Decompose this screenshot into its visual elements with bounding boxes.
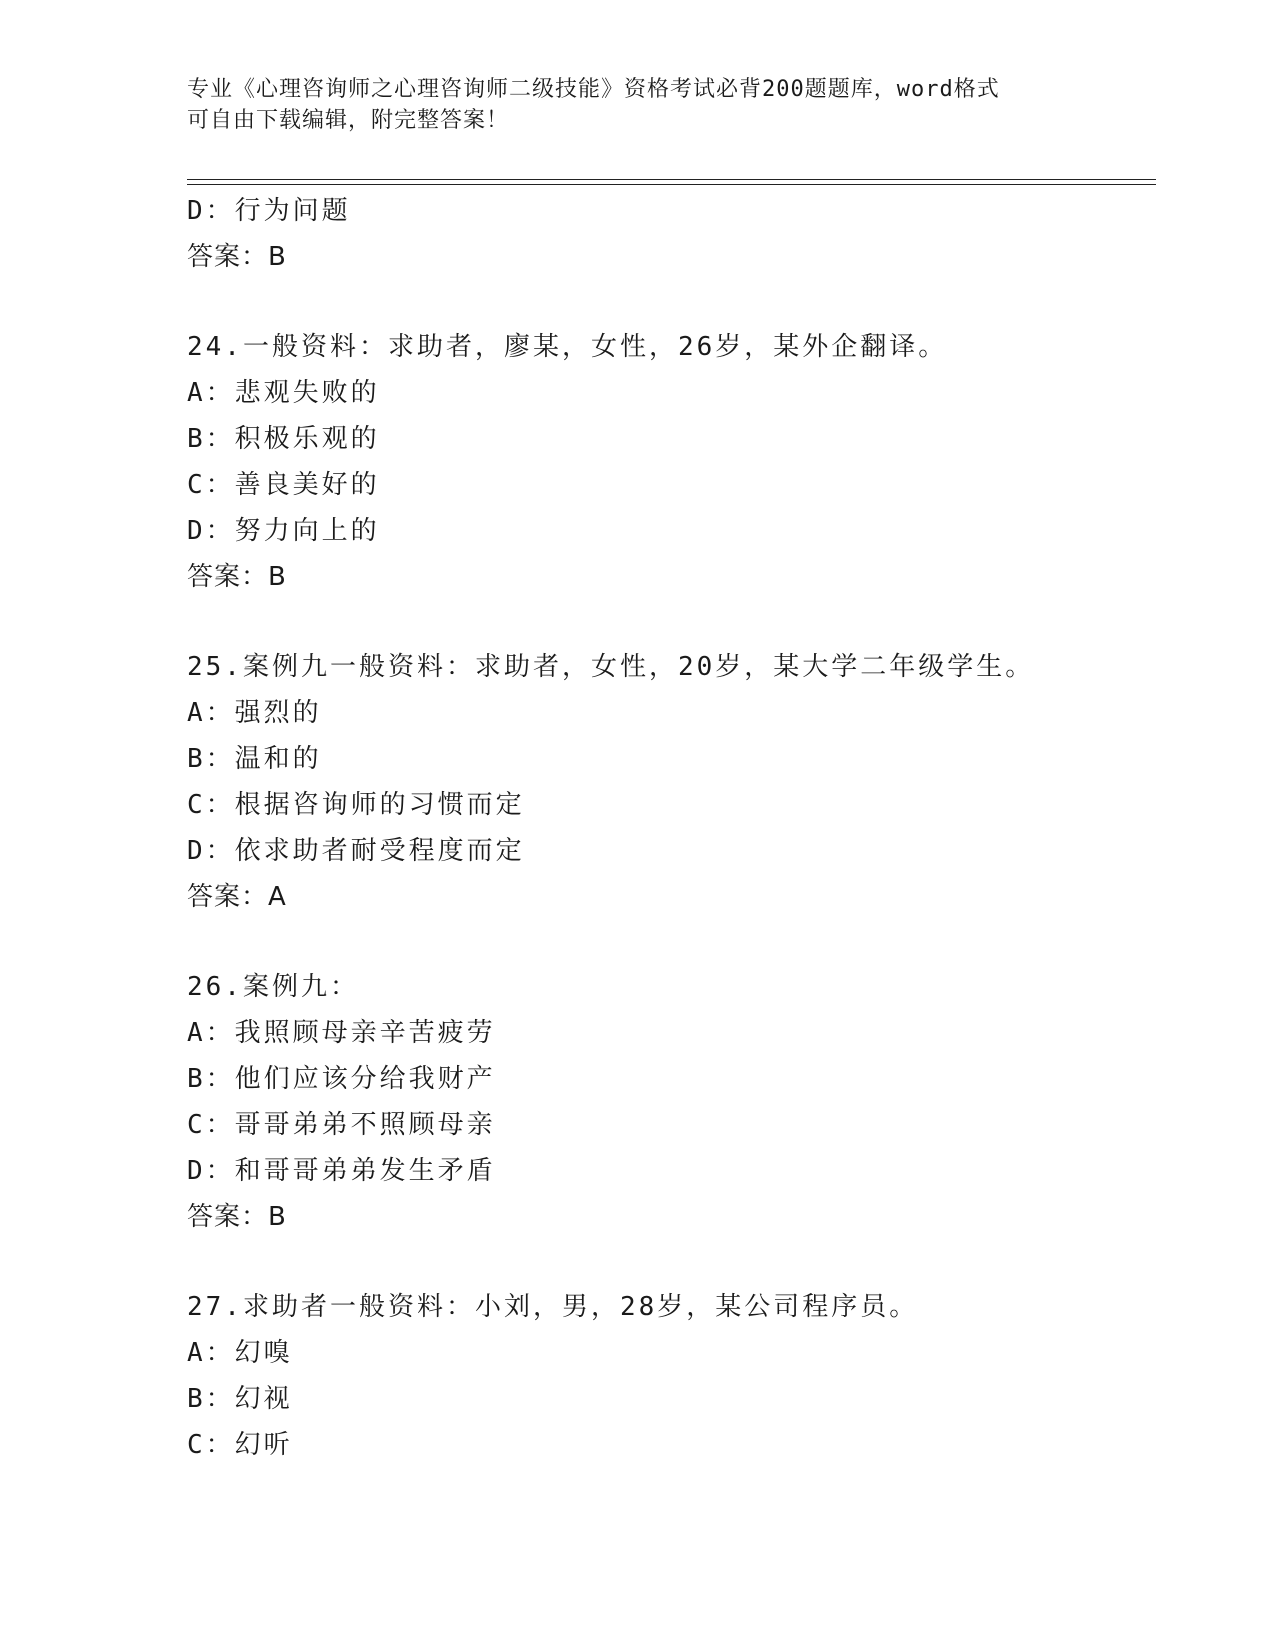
answer-line: 答案：B bbox=[187, 562, 287, 592]
option-b: B：幻视 bbox=[187, 1384, 293, 1414]
option-d: D：和哥哥弟弟发生矛盾 bbox=[187, 1156, 496, 1186]
document-header bbox=[187, 74, 1087, 136]
option-b: B：积极乐观的 bbox=[187, 424, 380, 454]
header-divider-top bbox=[187, 179, 1156, 180]
option-b: B：温和的 bbox=[187, 744, 322, 774]
option-c: C：根据咨询师的习惯而定 bbox=[187, 790, 525, 820]
option-a: A：悲观失败的 bbox=[187, 378, 380, 408]
option-c: C：幻听 bbox=[187, 1430, 293, 1460]
answer-line: 答案：B bbox=[187, 1202, 287, 1232]
answer-line: 答案：A bbox=[187, 882, 287, 912]
question-stem-25: 25.案例九一般资料：求助者，女性，20岁，某大学二年级学生。 bbox=[187, 652, 1035, 682]
answer-line: 答案：B bbox=[187, 242, 287, 272]
option-d: D：行为问题 bbox=[187, 196, 351, 226]
spacer bbox=[187, 1240, 1147, 1284]
question-list bbox=[187, 188, 1147, 1468]
option-a: A：我照顾母亲辛苦疲劳 bbox=[187, 1018, 496, 1048]
option-d: D：依求助者耐受程度而定 bbox=[187, 836, 525, 866]
option-a: A：强烈的 bbox=[187, 698, 322, 728]
option-b: B：他们应该分给我财产 bbox=[187, 1064, 496, 1094]
header-title-line-1: 专业《心理咨询师之心理咨询师二级技能》资格考试必背200题题库，word格式 bbox=[187, 77, 1000, 102]
option-d: D：努力向上的 bbox=[187, 516, 380, 546]
spacer bbox=[187, 280, 1147, 324]
spacer bbox=[187, 600, 1147, 644]
header-divider-bottom bbox=[187, 184, 1156, 185]
option-a: A：幻嗅 bbox=[187, 1338, 293, 1368]
question-stem-27: 27.求助者一般资料：小刘，男，28岁，某公司程序员。 bbox=[187, 1292, 919, 1322]
option-c: C：哥哥弟弟不照顾母亲 bbox=[187, 1110, 496, 1140]
question-stem-26: 26.案例九： bbox=[187, 972, 359, 1002]
question-stem-24: 24.一般资料：求助者，廖某，女性，26岁，某外企翻译。 bbox=[187, 332, 948, 362]
spacer bbox=[187, 920, 1147, 964]
header-title-line-2: 可自由下载编辑，附完整答案！ bbox=[187, 108, 510, 133]
option-c: C：善良美好的 bbox=[187, 470, 380, 500]
